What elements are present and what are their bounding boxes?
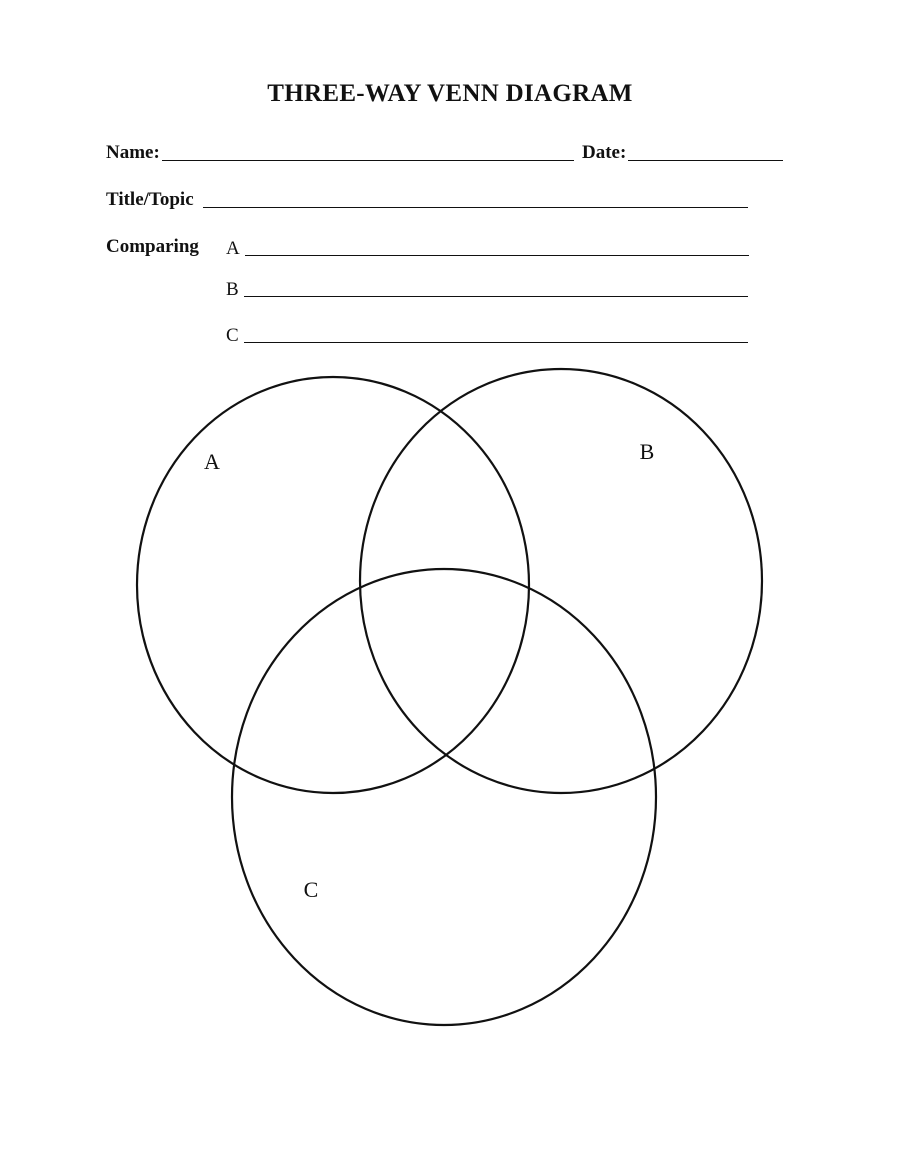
compare-letter-a: A: [226, 238, 240, 259]
comparing-label: Comparing: [106, 236, 199, 257]
venn-circle-b: [360, 369, 762, 793]
name-label: Name:: [106, 142, 160, 163]
venn-circle-c: [232, 569, 656, 1025]
venn-circle-a: [137, 377, 529, 793]
date-label: Date:: [582, 142, 627, 163]
topic-label: Title/Topic: [106, 189, 194, 210]
venn-label-b: B: [639, 439, 655, 464]
compare-letter-c: C: [226, 325, 239, 346]
page-title: THREE-WAY VENN DIAGRAM: [267, 80, 633, 107]
compare-letter-b: B: [226, 279, 239, 300]
venn-label-c: C: [303, 877, 319, 902]
venn-label-a: A: [204, 449, 220, 474]
